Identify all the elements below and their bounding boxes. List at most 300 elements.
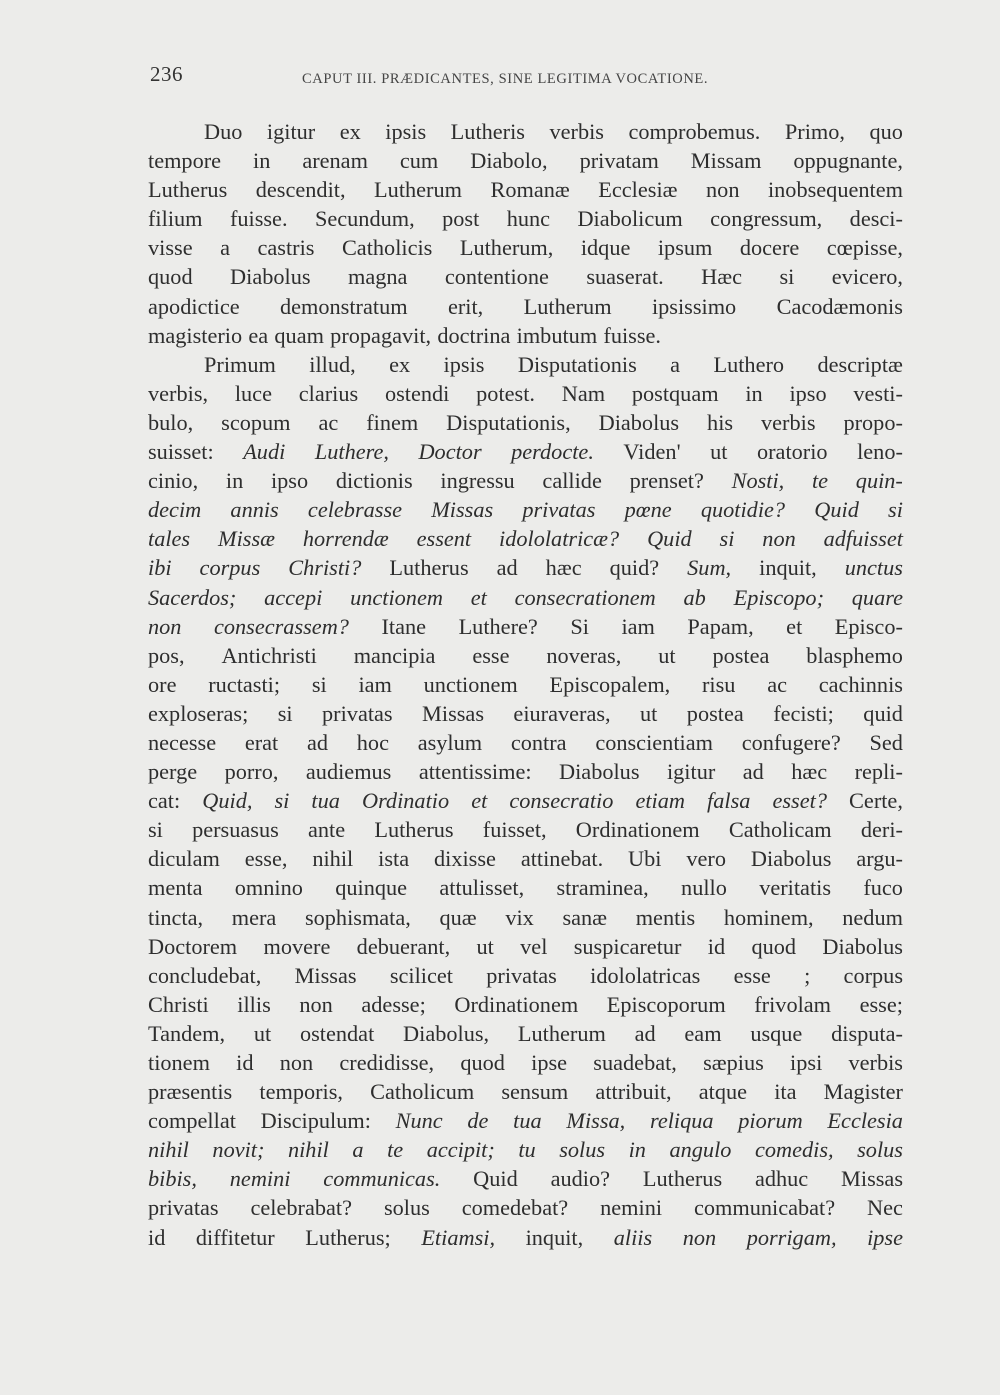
- word: ostendat: [299, 1020, 375, 1046]
- word: privatas: [322, 700, 393, 726]
- word: corpus: [843, 962, 903, 988]
- word: iam: [621, 613, 655, 639]
- word: Catholicam: [728, 817, 832, 843]
- word: Magister: [823, 1079, 903, 1105]
- word: confugere?: [741, 729, 841, 755]
- italic-word: Missa,: [566, 1108, 626, 1134]
- word: id: [148, 1224, 166, 1250]
- text-line: [148, 1135, 903, 1164]
- word: inquit,: [525, 1224, 584, 1250]
- italic-word: comedis,: [754, 1137, 834, 1163]
- word: unctionem: [423, 671, 518, 697]
- word: ad: [634, 1020, 656, 1046]
- word: celebrabat?: [250, 1195, 353, 1221]
- word: ita: [774, 1079, 797, 1105]
- word: blasphemo: [806, 642, 903, 668]
- word: finem: [366, 409, 419, 435]
- word: clarius: [298, 380, 359, 406]
- word: si: [277, 700, 293, 726]
- word: temporis,: [259, 1079, 343, 1105]
- italic-word: Doctor: [418, 439, 482, 465]
- word: oppugnante,: [793, 148, 903, 174]
- word: Diabolicum: [577, 206, 683, 232]
- text-line: [148, 437, 903, 466]
- italic-word: perdocte.: [511, 439, 594, 465]
- word: demonstratum: [280, 293, 408, 319]
- word: cinio,: [148, 468, 199, 494]
- word: Ubi: [628, 846, 662, 872]
- word: ante: [307, 817, 346, 843]
- italic-word: porrigam,: [746, 1224, 837, 1250]
- word: quinque: [335, 875, 408, 901]
- word: Diabolus: [598, 409, 680, 435]
- word: Nam: [561, 380, 606, 406]
- word: suspicaretur: [573, 933, 682, 959]
- word: his: [707, 409, 734, 435]
- word: sanæ: [562, 904, 608, 930]
- text-line: [148, 1164, 903, 1193]
- word: necesse: [148, 729, 217, 755]
- word: Lutherus: [389, 555, 469, 581]
- word: iam: [358, 671, 392, 697]
- word: verbis: [761, 409, 816, 435]
- text-line: [148, 815, 903, 844]
- word: esse: [733, 962, 771, 988]
- word: a: [220, 235, 230, 261]
- italic-word: celebrasse: [307, 497, 403, 523]
- word: debuerant,: [356, 933, 451, 959]
- word: sophismata,: [304, 904, 411, 930]
- italic-word: tu: [518, 1137, 536, 1163]
- italic-word: pœne: [624, 497, 672, 523]
- word: risu: [702, 671, 736, 697]
- text-line: [148, 175, 903, 204]
- word: fecisti;: [773, 700, 834, 726]
- word: potest.: [476, 380, 535, 406]
- word: nullo: [681, 875, 727, 901]
- word: bulo,: [148, 409, 194, 435]
- word: hæc: [791, 759, 828, 785]
- italic-word: Nosti,: [731, 468, 785, 494]
- word: diffitetur: [195, 1224, 275, 1250]
- word: id: [707, 933, 726, 959]
- word: fuisse.: [229, 206, 288, 232]
- word: argu-: [856, 846, 903, 872]
- word: ex: [339, 119, 361, 144]
- italic-word: te: [811, 468, 829, 494]
- word: noveras,: [546, 642, 622, 668]
- word: tempore: [148, 148, 222, 174]
- word: mera: [231, 904, 277, 930]
- text-line: [148, 757, 903, 786]
- word: Ordinationem: [454, 991, 579, 1017]
- word: Sed: [869, 729, 903, 755]
- word: ructasti;: [208, 671, 281, 697]
- word: mancipia: [353, 642, 436, 668]
- word: porro,: [224, 759, 279, 785]
- word: verbis,: [148, 380, 209, 406]
- word: erit,: [447, 293, 484, 319]
- text-line: [148, 1106, 903, 1135]
- word: pos,: [148, 642, 185, 668]
- word: Papam,: [687, 613, 754, 639]
- word: Nec: [867, 1195, 903, 1221]
- page-header: [150, 62, 902, 92]
- word: ac: [767, 671, 787, 697]
- italic-word: angulo: [669, 1137, 732, 1163]
- word: fuisset,: [482, 817, 547, 843]
- word: tincta,: [148, 904, 204, 930]
- italic-word: quin-: [855, 468, 903, 494]
- word: audiemus: [305, 759, 392, 785]
- word: scopum: [221, 409, 291, 435]
- word: privatas: [486, 962, 557, 988]
- word: ;: [804, 962, 811, 988]
- word: ipso: [270, 468, 309, 494]
- word: Episco-: [834, 613, 903, 639]
- word: docere: [739, 235, 800, 261]
- italic-word: aliis: [613, 1224, 653, 1250]
- word: Diabolus: [230, 264, 311, 290]
- text-line: [148, 844, 903, 873]
- italic-word: non: [762, 526, 796, 552]
- word: non: [279, 1050, 314, 1075]
- word: fuco: [863, 875, 903, 901]
- text-line: [148, 292, 903, 321]
- word: Si: [570, 613, 589, 639]
- text-line: [148, 1223, 903, 1252]
- text-line: [148, 350, 903, 379]
- italic-word: nihil: [148, 1137, 189, 1163]
- italic-word: a: [352, 1137, 364, 1163]
- text-line: [148, 262, 903, 291]
- word: filium: [148, 206, 203, 232]
- word: Certe,: [849, 788, 903, 814]
- word: illud,: [309, 351, 356, 377]
- text-line: [148, 146, 903, 175]
- word: tionem: [148, 1050, 210, 1075]
- word: Disputationis,: [446, 409, 571, 435]
- word: Diabolus: [822, 933, 903, 959]
- word: postea: [686, 700, 744, 726]
- word: si: [779, 264, 795, 290]
- italic-word: non: [682, 1224, 717, 1250]
- word: Primo,: [784, 119, 845, 144]
- word: vero: [686, 846, 727, 872]
- italic-word: adfuisset: [823, 526, 903, 552]
- word: quid?: [609, 555, 660, 581]
- italic-word: decim: [148, 497, 202, 523]
- italic-word: solus: [559, 1137, 606, 1163]
- italic-word: accipit;: [426, 1137, 495, 1163]
- word: ipsi: [790, 1050, 823, 1075]
- word: ac: [318, 409, 339, 435]
- word: quæ: [439, 904, 477, 930]
- word: postea: [712, 642, 770, 668]
- italic-word: Missæ: [218, 526, 275, 552]
- text-line: [148, 553, 903, 582]
- italic-word: communicas.: [323, 1166, 441, 1192]
- word: eiuraveras,: [513, 700, 611, 726]
- word: inquit,: [759, 555, 817, 581]
- word: Primum: [204, 351, 276, 377]
- word: movere: [263, 933, 331, 959]
- body-text: [148, 117, 903, 1252]
- word: contentione: [444, 264, 549, 290]
- italic-word: Sum,: [687, 555, 732, 581]
- word: ut: [710, 439, 728, 465]
- word: privatas: [148, 1195, 219, 1221]
- word: luce: [234, 380, 272, 406]
- word: attentissime:: [418, 759, 532, 785]
- italic-word: si: [274, 788, 290, 814]
- word: igitur: [666, 759, 716, 785]
- word: menta: [148, 875, 203, 901]
- word: hæc: [545, 555, 582, 581]
- word: privatam: [579, 148, 659, 174]
- word: ipsis: [385, 119, 427, 144]
- word: postquam: [631, 380, 719, 406]
- italic-word: idololatricæ?: [499, 526, 620, 552]
- italic-word: horrendæ: [302, 526, 389, 552]
- word: imbutum: [516, 322, 598, 348]
- text-line: [148, 524, 903, 553]
- text-line: [148, 670, 903, 699]
- word: nedum: [842, 904, 903, 930]
- word: verbis: [549, 119, 604, 144]
- word: cœpisse,: [826, 235, 903, 261]
- italic-word: tua: [311, 788, 340, 814]
- word: suisset:: [148, 439, 214, 465]
- text-line: [148, 873, 903, 902]
- word: frivolam: [754, 991, 832, 1017]
- text-line: [148, 466, 903, 495]
- word: præsentis: [148, 1079, 233, 1105]
- text-line: [148, 117, 903, 146]
- word: prenset?: [629, 468, 704, 494]
- word: quod: [460, 1050, 505, 1075]
- word: ipse: [531, 1050, 568, 1075]
- italic-word: si: [888, 497, 903, 523]
- word: ea: [248, 322, 269, 348]
- italic-word: Etiamsi,: [421, 1224, 496, 1250]
- word: asylum: [417, 729, 483, 755]
- word: ad: [742, 759, 764, 785]
- italic-word: corpus: [199, 555, 261, 581]
- word: quod: [751, 933, 797, 959]
- word: ista: [378, 846, 410, 872]
- word: igitur: [266, 119, 316, 144]
- word: a: [670, 351, 681, 377]
- word: vix: [505, 904, 534, 930]
- word: dixisse: [433, 846, 496, 872]
- word: ipso: [789, 380, 827, 406]
- text-line: [148, 1193, 903, 1222]
- word: Diabolus: [750, 846, 832, 872]
- word: Missas: [294, 962, 357, 988]
- word: in: [225, 468, 244, 494]
- word: Missas: [422, 700, 484, 726]
- italic-word: te: [387, 1137, 404, 1163]
- text-line: [148, 990, 903, 1019]
- italic-word: unctionem: [350, 584, 443, 610]
- word: Tandem,: [148, 1020, 226, 1046]
- word: Lutherus: [642, 1166, 723, 1192]
- italic-word: nihil: [287, 1137, 329, 1163]
- word: hominem,: [723, 904, 814, 930]
- word: suadebat,: [593, 1050, 677, 1075]
- italic-word: si: [719, 526, 735, 552]
- word: ipsissimo: [651, 293, 737, 319]
- italic-word: tales: [148, 526, 191, 552]
- text-line: [148, 786, 903, 815]
- word: cum: [399, 148, 439, 174]
- word: adesse;: [361, 991, 426, 1017]
- word: Disputationis: [517, 351, 637, 377]
- word: mentis: [635, 904, 696, 930]
- word: descriptæ: [817, 351, 903, 377]
- word: Cacodæmonis: [776, 293, 903, 319]
- word: ad: [306, 729, 329, 755]
- word: doctrina: [437, 322, 511, 348]
- italic-word: Quid: [814, 497, 859, 523]
- italic-word: non: [148, 613, 182, 639]
- word: idque: [580, 235, 631, 261]
- word: compellat: [148, 1108, 236, 1134]
- word: et: [786, 613, 803, 639]
- word: verbis: [848, 1050, 903, 1075]
- italic-word: Audi: [243, 439, 286, 465]
- word: leno-: [857, 439, 903, 465]
- text-line: [148, 699, 903, 728]
- text-line: [148, 612, 903, 641]
- text-line: [148, 1019, 903, 1048]
- word: ingressu: [440, 468, 515, 494]
- word: si: [148, 817, 163, 843]
- word: Lutherum: [523, 293, 612, 319]
- word: dictionis: [335, 468, 413, 494]
- word: ore: [148, 671, 177, 697]
- word: attribuit,: [595, 1079, 672, 1105]
- word: sæpius: [703, 1050, 764, 1075]
- word: Diabolus: [559, 759, 640, 785]
- italic-word: quotidie?: [700, 497, 786, 523]
- italic-word: nemini: [229, 1166, 291, 1192]
- italic-word: etiam: [635, 788, 685, 814]
- italic-word: quare: [851, 584, 903, 610]
- word: ex: [389, 351, 411, 377]
- word: perge: [148, 759, 198, 785]
- text-line: [148, 961, 903, 990]
- word: suaserat.: [586, 264, 664, 290]
- italic-word: piorum: [738, 1108, 803, 1134]
- word: Lutherus: [148, 177, 228, 203]
- text-line: [148, 321, 903, 350]
- word: Lutheris: [450, 119, 525, 144]
- word: Quid: [473, 1166, 518, 1192]
- word: quam: [274, 322, 324, 348]
- word: Luthero: [713, 351, 785, 377]
- word: esse,: [244, 846, 288, 872]
- text-line: [148, 495, 903, 524]
- italic-word: tua: [513, 1108, 542, 1134]
- word: quid: [863, 700, 903, 726]
- word: arenam: [302, 148, 368, 174]
- word: non: [299, 991, 333, 1017]
- page-number: 236: [150, 62, 183, 86]
- word: Antichristi: [221, 642, 317, 668]
- word: eam: [684, 1020, 722, 1046]
- word: ut: [253, 1020, 272, 1046]
- word: comprobemus.: [628, 119, 761, 144]
- text-line: [148, 1077, 903, 1106]
- italic-word: consecrationem: [514, 584, 656, 610]
- italic-word: Ordinatio: [361, 788, 450, 814]
- text-line: [148, 641, 903, 670]
- word: deri-: [860, 817, 903, 843]
- word: apodictice: [148, 293, 240, 319]
- word: atque: [698, 1079, 748, 1105]
- word: credidisse,: [339, 1050, 435, 1075]
- word: ut: [658, 642, 676, 668]
- word: magisterio: [148, 322, 243, 348]
- word: usque: [750, 1020, 803, 1046]
- word: magna: [347, 264, 408, 290]
- italic-word: in: [628, 1137, 646, 1163]
- word: diculam: [148, 846, 220, 872]
- italic-word: de: [467, 1108, 489, 1134]
- word: Romanæ: [490, 177, 570, 203]
- word: audio?: [550, 1166, 611, 1192]
- word: nihil: [312, 846, 354, 872]
- word: Diabolus,: [403, 1020, 490, 1046]
- text-line: [148, 932, 903, 961]
- word: exploseras;: [148, 700, 249, 726]
- italic-word: Episcopo;: [733, 584, 825, 610]
- word: persuasus: [192, 817, 279, 843]
- text-line: [148, 204, 903, 233]
- italic-word: privatas: [522, 497, 596, 523]
- word: Itane: [381, 613, 427, 639]
- word: Hæc: [701, 264, 743, 290]
- word: illis: [237, 991, 271, 1017]
- italic-word: esset?: [772, 788, 827, 814]
- word: id: [236, 1050, 254, 1075]
- word: idololatricas: [590, 962, 701, 988]
- word: Discipulum:: [260, 1108, 371, 1134]
- word: Secundum,: [314, 206, 415, 232]
- italic-word: falsa: [707, 788, 751, 814]
- word: Ecclesiæ: [598, 177, 678, 203]
- word: Lutherum,: [459, 235, 554, 261]
- italic-word: Ecclesia: [827, 1108, 903, 1134]
- word: Lutherum: [374, 177, 462, 203]
- italic-word: solus: [857, 1137, 903, 1163]
- text-line: [148, 903, 903, 932]
- word: cat:: [148, 788, 181, 814]
- word: Lutherum: [517, 1020, 606, 1046]
- italic-word: accepi: [264, 584, 323, 610]
- italic-word: reliqua: [649, 1108, 714, 1134]
- text-line: [148, 233, 903, 262]
- word: Luthere?: [458, 613, 538, 639]
- word: hoc: [356, 729, 389, 755]
- text-line: [148, 408, 903, 437]
- word: hunc: [506, 206, 551, 232]
- italic-word: Missas: [431, 497, 494, 523]
- word: desci-: [849, 206, 903, 232]
- text-line: [148, 583, 903, 612]
